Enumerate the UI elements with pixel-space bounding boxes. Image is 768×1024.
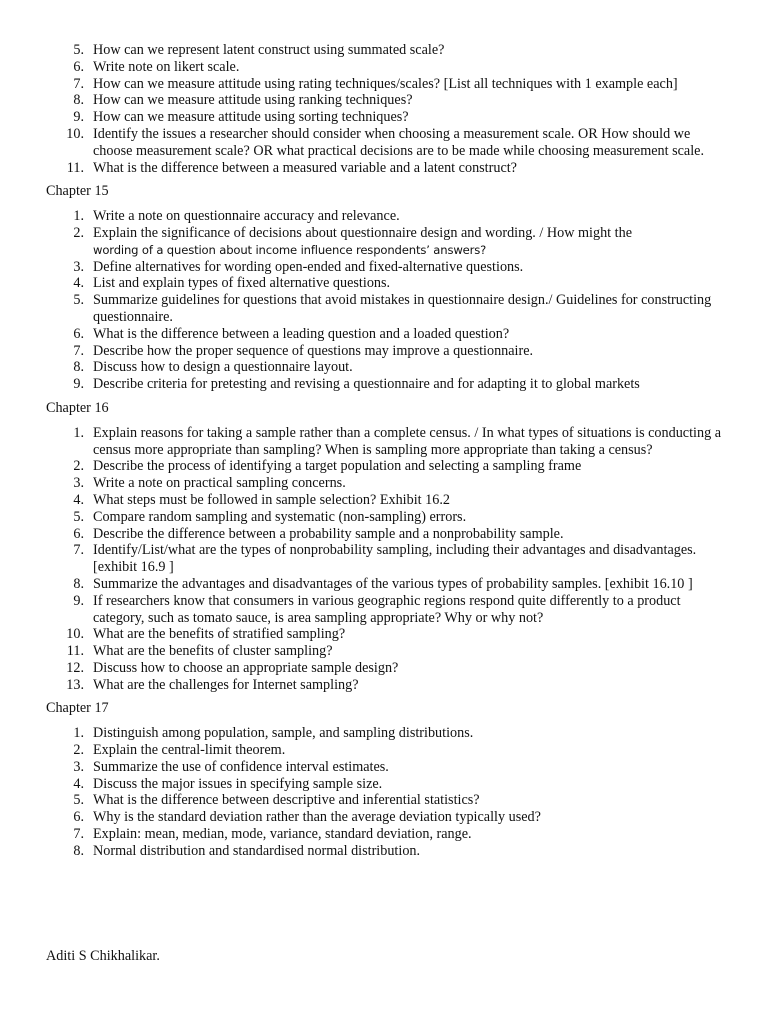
list-item xyxy=(0,458,768,475)
item-number: 9. xyxy=(73,109,84,126)
item-number: 2. xyxy=(73,224,84,241)
item-text: Describe criteria for pretesting and revising a questionnaire and for adapting it to global markets xyxy=(93,376,640,393)
list-item xyxy=(0,843,768,860)
item-number: 8. xyxy=(73,575,84,592)
item-number: 8. xyxy=(73,842,84,859)
item-text: Explain reasons for taking a sample rather than a complete census. / In what types of situations is conducting a census more appropriate than sampling? When is sampling more appropriate than taking a census? xyxy=(93,424,722,458)
list-item xyxy=(0,626,768,643)
chapter-heading: Chapter 15 xyxy=(46,183,109,200)
list-item xyxy=(0,208,768,225)
list-item xyxy=(0,542,768,576)
list-item xyxy=(0,660,768,677)
item-number: 7. xyxy=(73,826,84,843)
list-item xyxy=(0,376,768,393)
item-text: Compare random sampling and systematic (non-sampling) errors. xyxy=(93,508,467,525)
list-item xyxy=(0,42,768,59)
item-number: 12. xyxy=(66,659,84,676)
list-item xyxy=(0,343,768,360)
list-item xyxy=(0,160,768,177)
item-text: Identify the issues a researcher should consider when choosing a measurement scale. OR How should we choose measurement scale? OR what practical decisions are to be made while choosing measurement scale. xyxy=(93,125,705,159)
list-item xyxy=(0,776,768,793)
item-text: Write a note on practical sampling concerns. xyxy=(93,475,346,492)
list-item xyxy=(0,326,768,343)
item-text: What are the challenges for Internet sampling? xyxy=(93,676,359,693)
item-number: 4. xyxy=(73,491,84,508)
item-number: 10. xyxy=(66,125,84,142)
item-text: How can we represent latent construct using summated scale? xyxy=(93,42,445,58)
question-list-chapter-15 xyxy=(0,208,768,393)
item-number: 7. xyxy=(73,542,84,559)
item-text: Explain: mean, median, mode, variance, standard deviation, range. xyxy=(93,826,472,843)
item-number: 8. xyxy=(73,92,84,109)
item-text: Why is the standard deviation rather than the average deviation typically used? xyxy=(93,809,541,826)
item-text: Discuss how to choose an appropriate sample design? xyxy=(93,659,399,676)
list-item xyxy=(0,109,768,126)
list-item xyxy=(0,826,768,843)
item-number: 6. xyxy=(73,809,84,826)
list-item xyxy=(0,643,768,660)
item-text: How can we measure attitude using ranking techniques? xyxy=(93,92,413,109)
item-text: What is the difference between a measured variable and a latent construct? xyxy=(93,159,517,176)
item-text: What is the difference between descriptive and inferential statistics? xyxy=(93,792,480,809)
item-text: Explain the central-limit theorem. xyxy=(93,742,286,759)
list-item xyxy=(0,76,768,93)
list-item xyxy=(0,359,768,376)
list-item xyxy=(0,509,768,526)
item-number: 6. xyxy=(73,325,84,342)
item-number: 13. xyxy=(66,676,84,693)
item-number: 1. xyxy=(73,208,84,225)
item-number: 10. xyxy=(66,626,84,643)
item-text: List and explain types of fixed alternative questions. xyxy=(93,275,391,292)
item-text: Describe how the proper sequence of questions may improve a questionnaire. xyxy=(93,342,534,359)
item-text: What are the benefits of cluster sampling? xyxy=(93,643,333,660)
list-item xyxy=(0,792,768,809)
list-item xyxy=(0,275,768,292)
list-item xyxy=(0,492,768,509)
item-text: Write note on likert scale. xyxy=(93,58,240,75)
item-number: 6. xyxy=(73,58,84,75)
list-item xyxy=(0,742,768,759)
item-number: 5. xyxy=(73,508,84,525)
list-item xyxy=(0,126,768,160)
item-text: How can we measure attitude using sorting techniques? xyxy=(93,109,409,126)
item-number: 1. xyxy=(73,725,84,742)
item-text: Summarize the advantages and disadvantages of the various types of probability samples. [exhibit 16.10 ] xyxy=(93,575,693,592)
item-text: Distinguish among population, sample, and sampling distributions. xyxy=(93,725,474,742)
item-number: 9. xyxy=(73,376,84,393)
list-item xyxy=(0,677,768,694)
item-text: If researchers know that consumers in various geographic regions respond quite differently to a product category, such as tomato sauce, is area sampling appropriate? Why or why not? xyxy=(93,592,681,626)
item-text: Discuss the major issues in specifying sample size. xyxy=(93,775,383,792)
item-text: Describe the difference between a probability sample and a nonprobability sample. xyxy=(93,525,564,542)
item-number: 3. xyxy=(73,258,84,275)
list-item xyxy=(0,809,768,826)
item-number: 7. xyxy=(73,75,84,92)
item-number: 3. xyxy=(73,475,84,492)
item-text: What is the difference between a leading question and a loaded question? xyxy=(93,325,510,342)
chapter-heading: Chapter 16 xyxy=(46,399,109,416)
item-text-continued: wording of a question about income influence respondents’ answers? xyxy=(93,242,487,257)
question-list-chapter-16 xyxy=(0,425,768,694)
list-item xyxy=(0,92,768,109)
item-number: 9. xyxy=(73,592,84,609)
list-item xyxy=(0,759,768,776)
item-text: What steps must be followed in sample selection? Exhibit 16.2 xyxy=(93,491,450,508)
item-number: 2. xyxy=(73,742,84,759)
list-item xyxy=(0,526,768,543)
item-text: Normal distribution and standardised normal distribution. xyxy=(93,842,421,859)
item-number: 1. xyxy=(73,424,84,441)
item-text: What are the benefits of stratified sampling? xyxy=(93,626,346,643)
item-number: 8. xyxy=(73,359,84,376)
item-number: 7. xyxy=(73,342,84,359)
item-number: 5. xyxy=(73,42,84,58)
question-list-chapter-17 xyxy=(0,725,768,859)
document-page xyxy=(0,42,768,860)
item-number: 4. xyxy=(73,275,84,292)
item-text: Explain the significance of decisions about questionnaire design and wording. / How might the xyxy=(93,224,633,241)
list-item xyxy=(0,576,768,593)
list-item xyxy=(0,225,768,259)
question-list-continued xyxy=(0,42,768,176)
item-text: Describe the process of identifying a target population and selecting a sampling frame xyxy=(93,458,582,475)
list-item xyxy=(0,475,768,492)
item-text: Identify/List/what are the types of nonprobability sampling, including their advantages and disadvantages. [exhibit 16.9 ] xyxy=(93,542,697,576)
item-text: Summarize the use of confidence interval estimates. xyxy=(93,758,389,775)
item-number: 2. xyxy=(73,458,84,475)
item-number: 6. xyxy=(73,525,84,542)
item-number: 5. xyxy=(73,292,84,309)
list-item xyxy=(0,425,768,459)
item-text: Write a note on questionnaire accuracy and relevance. xyxy=(93,208,400,225)
item-text: Discuss how to design a questionnaire layout. xyxy=(93,359,353,376)
item-number: 3. xyxy=(73,758,84,775)
list-item xyxy=(0,292,768,326)
item-number: 11. xyxy=(66,643,84,660)
list-item xyxy=(0,59,768,76)
list-item xyxy=(0,259,768,276)
list-item xyxy=(0,725,768,742)
list-item xyxy=(0,593,768,627)
item-number: 5. xyxy=(73,792,84,809)
item-text: Define alternatives for wording open-ended and fixed-alternative questions. xyxy=(93,258,524,275)
chapter-heading: Chapter 17 xyxy=(46,700,109,717)
item-text: How can we measure attitude using rating techniques/scales? [List all techniques with 1 example each] xyxy=(93,75,678,92)
item-number: 4. xyxy=(73,775,84,792)
item-number: 11. xyxy=(66,159,84,176)
author-signature: Aditi S Chikhalikar. xyxy=(46,948,160,964)
item-text: Summarize guidelines for questions that avoid mistakes in questionnaire design./ Guidelines for constructing questionnaire. xyxy=(93,292,712,325)
